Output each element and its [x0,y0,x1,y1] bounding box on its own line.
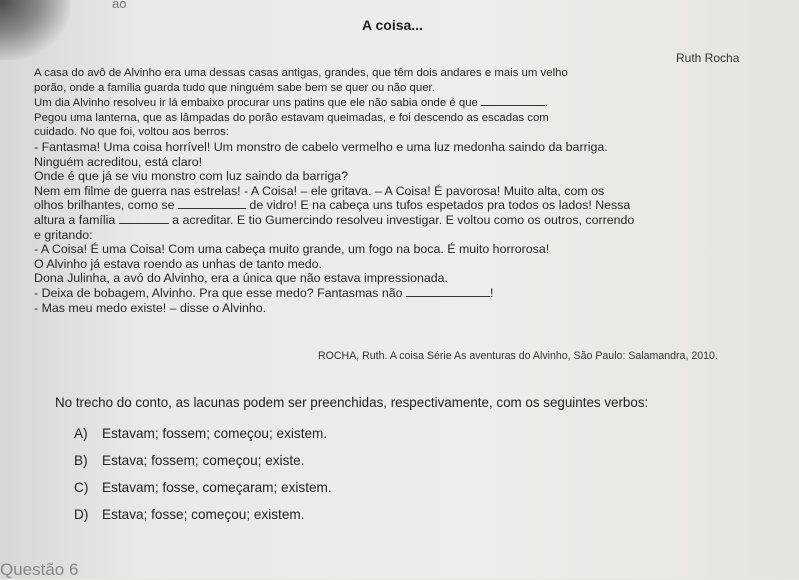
story-line: porão, onde a família guarda tudo que ninguém sabe bem se quer ou não quer. [34,81,435,94]
option-text: Estava; fosse; começou; existem. [102,507,305,522]
shadow-corner [0,0,70,60]
story-line: - Deixa de bobagem, Alvinho. Pra que esse medo? Fantasmas não ! [34,285,494,300]
story-text [34,66,774,315]
story-title: A coisa... [362,17,423,33]
story-line: Onde é que já se viu monstro com luz saindo da barriga? [34,169,349,184]
option-d[interactable] [74,505,332,532]
story-line: Pegou uma lanterna, que as lâmpadas do porão estavam queimadas, e foi descendo as escadas com [34,111,549,124]
option-b[interactable] [74,451,332,478]
story-line: - A Coisa! É uma Coisa! Com uma cabeça muito grande, um fogo na boca. É muito horrorosa! [34,242,550,257]
next-question-heading: Questão 6 [0,560,79,579]
story-line: e gritando: [34,227,93,242]
story-line: cuidado. No que foi, voltou aos berros: [34,126,230,139]
story-line: olhos brilhantes, como se de vidro! E na cabeça uns tufos espetados pra todos os lados! Nessa [34,198,631,213]
story-line: Nem em filme de guerra nas estrelas! - A Coisa! – ele gritava. – A Coisa! É pavorosa! Muito alta, com os [34,183,605,198]
story-author: Ruth Rocha [676,51,740,65]
story-line: O Alvinho já estava roendo as unhas de tanto medo. [34,256,322,271]
option-letter: B) [74,453,88,468]
option-text: Estavam; fosse, começaram; existem. [102,480,332,495]
option-a[interactable] [74,424,332,451]
top-mark: ao [112,0,127,11]
option-text: Estavam; fossem; começou; existem. [102,426,328,441]
story-line: - Mas meu medo existe! – disse o Alvinho. [34,300,267,315]
option-letter: C) [74,480,89,495]
option-c[interactable] [74,478,332,505]
option-letter: A) [74,426,88,441]
story-line: Ninguém acreditou, está claro! [34,154,203,169]
story-line: altura a família a acreditar. E tio Gumercindo resolveu investigar. E voltou como os outros, correndo [34,212,635,227]
story-line: Um dia Alvinho resolveu ir lá embaixo procurar uns patins que ele não sabia onde é que . [34,97,549,110]
question-prompt: No trecho do conto, as lacunas podem ser preenchidas, respectivamente, com os seguintes verbos: [55,395,649,410]
option-text: Estava; fossem; começou; existe. [102,453,305,468]
option-letter: D) [74,507,89,522]
blank-3 [119,213,169,224]
story-line: - Fantasma! Uma coisa horrível! Um monstro de cabelo vermelho e uma luz medonha saindo da barriga. [34,139,608,154]
story-line: Dona Julinha, a avó do Alvinho, era a única que não estava impressionada. [34,271,448,286]
blank-2 [178,198,246,209]
bibliographic-reference: ROCHA, Ruth. A coisa Série As aventuras do Alvinho, São Paulo: Salamandra, 2010. [318,350,718,362]
answer-options [74,424,332,532]
blank-4 [406,286,490,297]
story-line: A casa do avô de Alvinho era uma dessas casas antigas, grandes, que têm dois andares e mais um velho [34,67,568,79]
blank-1 [481,95,545,106]
